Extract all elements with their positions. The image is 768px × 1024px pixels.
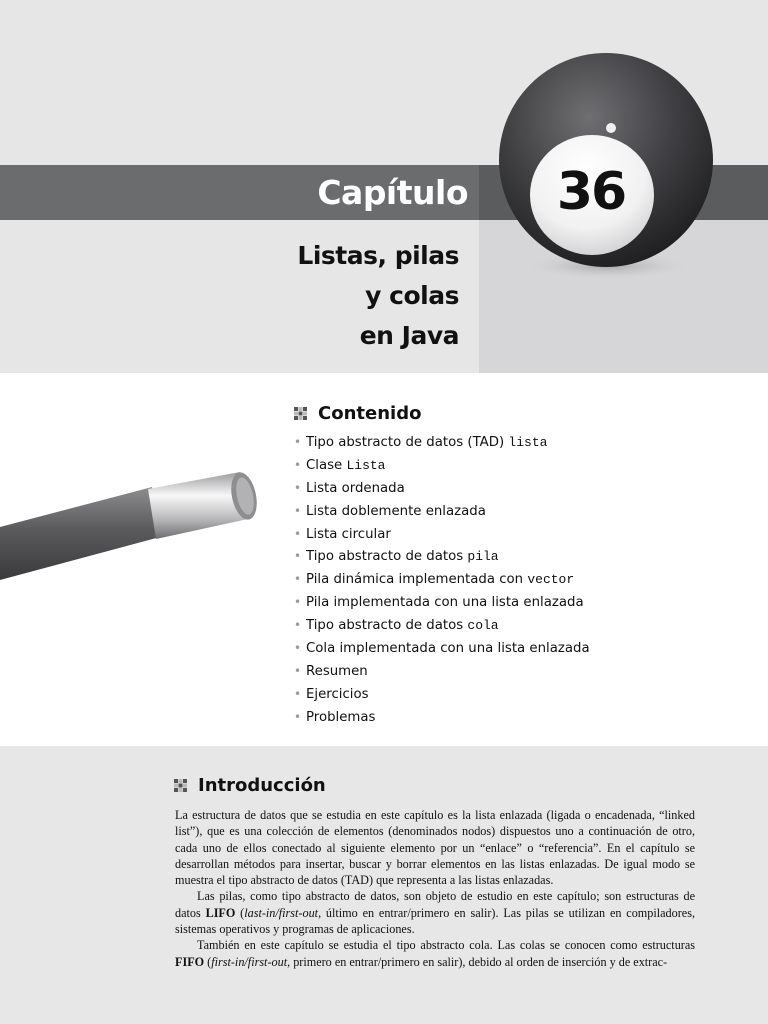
bullet-icon: • [294, 618, 302, 633]
introduction-heading-text: Introducción [198, 774, 326, 796]
chapter-title-line: en Java [359, 321, 459, 350]
bullet-icon: • [294, 663, 302, 678]
list-item: • Lista doblemente enlazada [294, 500, 590, 523]
list-item: • Tipo abstracto de datos cola [294, 614, 590, 637]
bullet-icon: • [294, 435, 302, 449]
bullet-icon: • [294, 457, 302, 472]
intro-paragraph: La estructura de datos que se estudia en este capítulo es la lista enlazada (ligada o encadenada, “linked list”), que es una colección de elementos (denominados nodos) dispuestos uno a continuación de otro, cada uno de ellos conectado al siguiente elemento por un “enlace” o “referencia”. En el capítulo se desarrollan métodos para insertar, buscar y borrar elementos en las listas enlazadas. De igual modo se muestra el tipo abstracto de datos (TAD) que representa a las listas enlazadas. [175, 808, 695, 888]
chapter-number: 36 [556, 162, 626, 222]
chapter-title-line: y colas [365, 281, 459, 310]
contents-heading [294, 401, 421, 425]
list-item: • Problemas [294, 706, 590, 729]
bullet-icon: • [294, 549, 302, 564]
bullet-icon: • [294, 480, 302, 495]
contents-heading-text: Contenido [318, 402, 422, 424]
introduction-body [175, 807, 695, 970]
bullet-icon: • [294, 572, 302, 587]
chapter-title-line: Listas, pilas [297, 241, 459, 270]
bullet-icon: • [294, 526, 302, 541]
intro-paragraph: También en este capítulo se estudia el tipo abstracto cola. Las colas se conocen como estructuras FIFO (first-in/first-out, primero en entrar/primero en salir), debido al orden de inserción y de extrac- [175, 938, 695, 969]
list-item: • Cola implementada con una lista enlazada [294, 637, 590, 660]
list-item: • Resumen [294, 660, 590, 683]
bullet-icon: • [294, 686, 302, 701]
checker-square-icon [294, 407, 307, 420]
list-item: • Pila dinámica implementada con vector [294, 568, 590, 591]
bullet-icon: • [294, 709, 302, 724]
list-item: • Tipo abstracto de datos pila [294, 545, 590, 568]
bullet-icon: • [294, 595, 302, 610]
list-item: • Lista circular [294, 523, 590, 546]
bullet-icon: • [294, 503, 302, 518]
checker-square-icon [174, 779, 187, 792]
list-item: • Clase Lista [294, 454, 590, 477]
list-item: • Lista ordenada [294, 477, 590, 500]
chapter-label: Capítulo [317, 173, 468, 212]
bullet-icon: • [294, 641, 302, 656]
intro-paragraph: Las pilas, como tipo abstracto de datos, son objeto de estudio en este capítulo; son estructuras de datos LIFO (last-in/first-out, último en entrar/primero en salir). Las pilas se utilizan en compiladores, sistemas operativos y programas de aplicaciones. [175, 889, 696, 937]
list-item: • Ejercicios [294, 683, 590, 706]
contents-list [294, 431, 590, 729]
pointer-stick-icon [0, 465, 262, 585]
list-item: • Tipo abstracto de datos (TAD) lista [294, 431, 590, 454]
list-item: • Pila implementada con una lista enlazada [294, 591, 590, 614]
chapter-title [230, 236, 459, 356]
introduction-heading [174, 773, 326, 797]
